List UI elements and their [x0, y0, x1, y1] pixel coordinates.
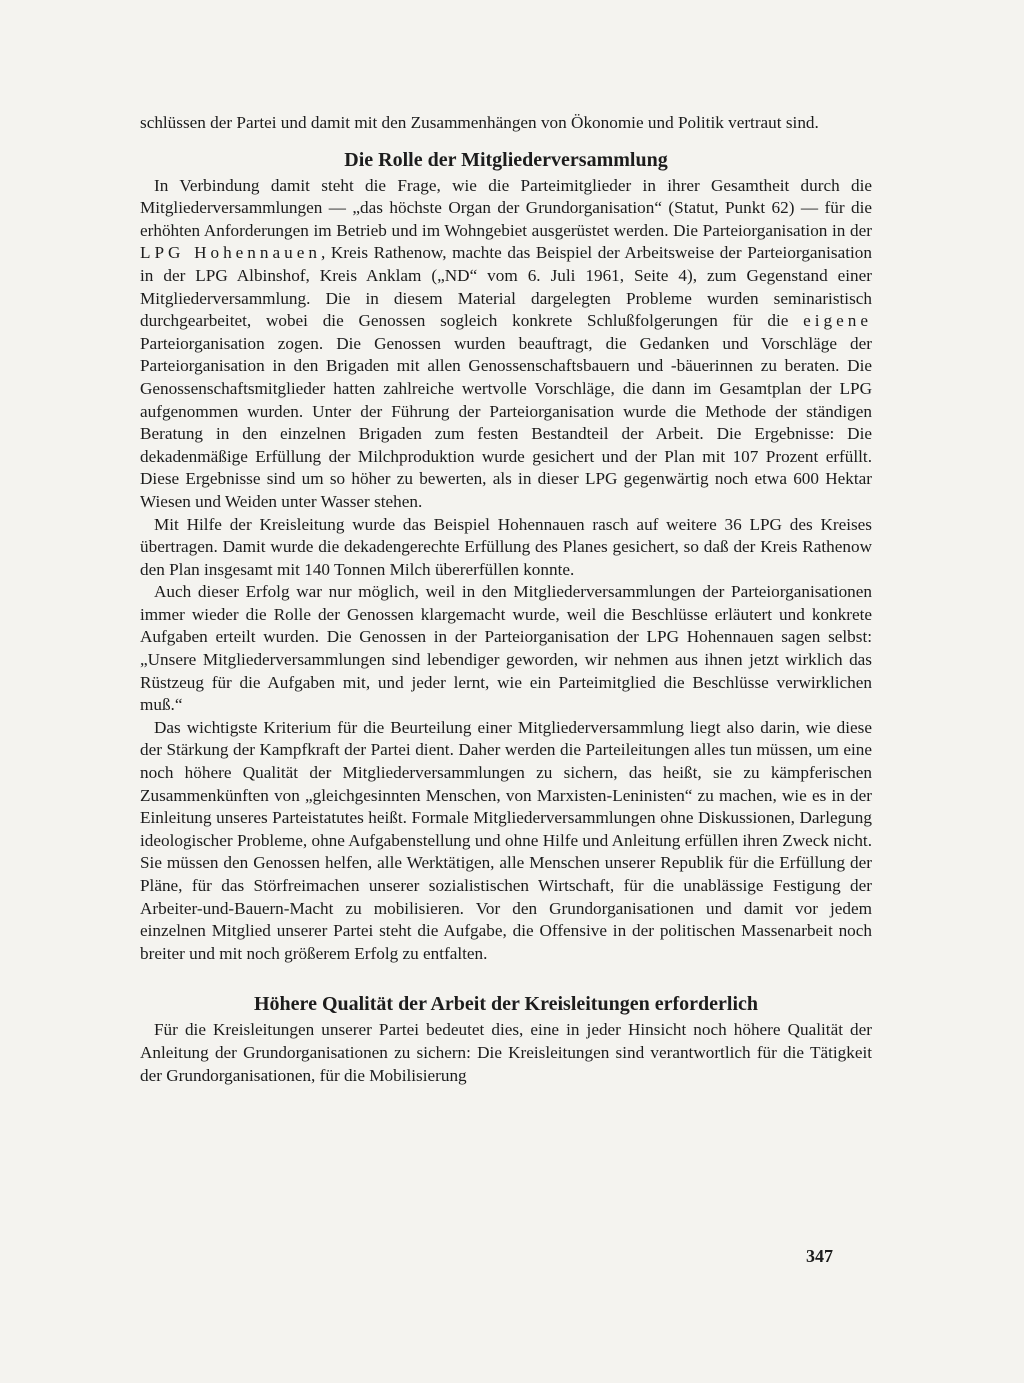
paragraph-hohennauen-example	[140, 175, 872, 514]
document-page	[140, 112, 872, 1087]
paragraph-kreisleitung-help: Mit Hilfe der Kreisleitung wurde das Beispiel Hohennauen rasch auf weitere 36 LPG des Kreises übertragen. Damit wurde die dekadengerechte Erfüllung des Planes gesichert, so daß der Kreis Rathenow den Plan insgesamt mit 140 Tonnen Milch übererfüllen konnte.	[140, 514, 872, 579]
paragraph-kreisleitungen: Für die Kreisleitungen unserer Partei bedeutet dies, eine in jeder Hinsicht noch höhere Qualität der Anleitung der Grundorganisationen zu sichern: Die Kreisleitungen sind verantwortlich für die Tätigkeit der Grundorganisationen, für die Mobilisierung	[140, 1020, 872, 1085]
spaced-emphasis-eigene: eigene	[803, 311, 872, 331]
paragraph-text-part: , Kreis Rathenow, machte das Beispiel der Arbeitsweise der Parteiorganisation in der LPG Albinshof, Kreis Anklam („ND“ vom 6. Juli 1961, Seite 4), zum Gegenstand einer Mitgliederversammlung. Die in diesem Material dargelegten Probleme wurden seminaristisch durchgearbeitet, wobei die Genossen sogleich konkrete Schlußfolgerungen für die	[140, 243, 872, 331]
section-heading-mitgliederversammlung: Die Rolle der Mitgliederversammlung	[344, 148, 668, 171]
paragraph-criterion: Das wichtigste Kriterium für die Beurteilung einer Mitgliederversammlung liegt also darin, wie diese der Stärkung der Kampfkraft der Partei dient. Daher werden die Parteileitungen alles tun müssen, um eine noch höhere Qualität der Mitgliederversammlungen zu sichern, das heißt, sie zu kämpferischen Zusammenkünften von „gleichgesinnten Menschen, von Marxisten-Leninisten“ zu machen, wie es in der Einleitung unseres Parteistatutes heißt. Formale Mitgliederversammlungen ohne Diskussionen, Darlegung ideologischer Probleme, ohne Aufgabenstellung und ohne Hilfe und Anleitung erfüllen ihren Zweck nicht. Sie müssen den Genossen helfen, alle Werktätigen, alle Menschen unserer Republik für die Erfüllung der Pläne, für das Störfreimachen unserer sozialistischen Wirtschaft, für die unablässige Festigung der Arbeiter-und-Bauern-Macht zu mobilisieren. Vor den Grundorganisationen und damit vor jedem einzelnen Mitglied unserer Partei steht die Aufgabe, die Offensive in der politischen Massenarbeit noch breiter und mit noch größerem Erfolg zu entfalten.	[140, 717, 872, 963]
page-number: 347	[806, 1246, 833, 1266]
paragraph-text-part: In Verbindung damit steht die Frage, wie die Parteimitglieder in ihrer Gesamtheit durch die Mitgliederversammlungen — „das höchste Organ der Grundorganisation“ (Statut, Punkt 62) — für die erhöhten Anforderungen im Betrieb und im Wohngebiet ausgerüstet werden. Die Parteiorganisation in der	[140, 175, 872, 240]
paragraph-success: Auch dieser Erfolg war nur möglich, weil in den Mitgliederversammlungen der Parteiorganisationen immer wieder die Rolle der Genossen klargemacht wurde, weil die Beschlüsse erläutert und konkrete Aufgaben erteilt wurden. Die Genossen in der Parteiorganisation der LPG Hohennauen sagen selbst: „Unsere Mitgliederversammlungen sind lebendiger geworden, wir nehmen aus ihnen jetzt wirklich das Rüstzeug für die Aufgaben mit, und jeder lernt, wie ein Parteimitglied die Beschlüsse verwirklichen muß.“	[140, 582, 872, 715]
intro-paragraph: schlüssen der Partei und damit mit den Zusammenhängen von Ökonomie und Politik vertraut sind.	[140, 113, 819, 132]
spaced-emphasis-lpg: LPG Hohennauen	[140, 243, 321, 263]
section-heading-kreisleitungen: Höhere Qualität der Arbeit der Kreisleitungen erforderlich	[254, 993, 758, 1016]
paragraph-text-part: Parteiorganisation zogen. Die Genossen wurden beauftragt, die Gedanken und Vorschläge der Parteiorganisation in den Brigaden mit allen Genossenschaftsbauern und -bäuerinnen zu beraten. Die Genossenschaftsmitglieder hatten zahlreiche wertvolle Vorschläge, die dann im Gesamtplan der LPG aufgenommen wurden. Unter der Führung der Parteiorganisation wurde die Methode der ständigen Beratung in den einzelnen Brigaden zum festen Bestandteil der Arbeit. Die Ergebnisse: Die dekadenmäßige Erfüllung der Milchproduktion wurde gesichert und der Plan mit 107 Prozent erfüllt. Diese Ergebnisse sind um so höher zu bewerten, als in dieser LPG gegenwärtig noch etwa 600 Hektar Wiesen und Weiden unter Wasser stehen.	[140, 333, 872, 511]
